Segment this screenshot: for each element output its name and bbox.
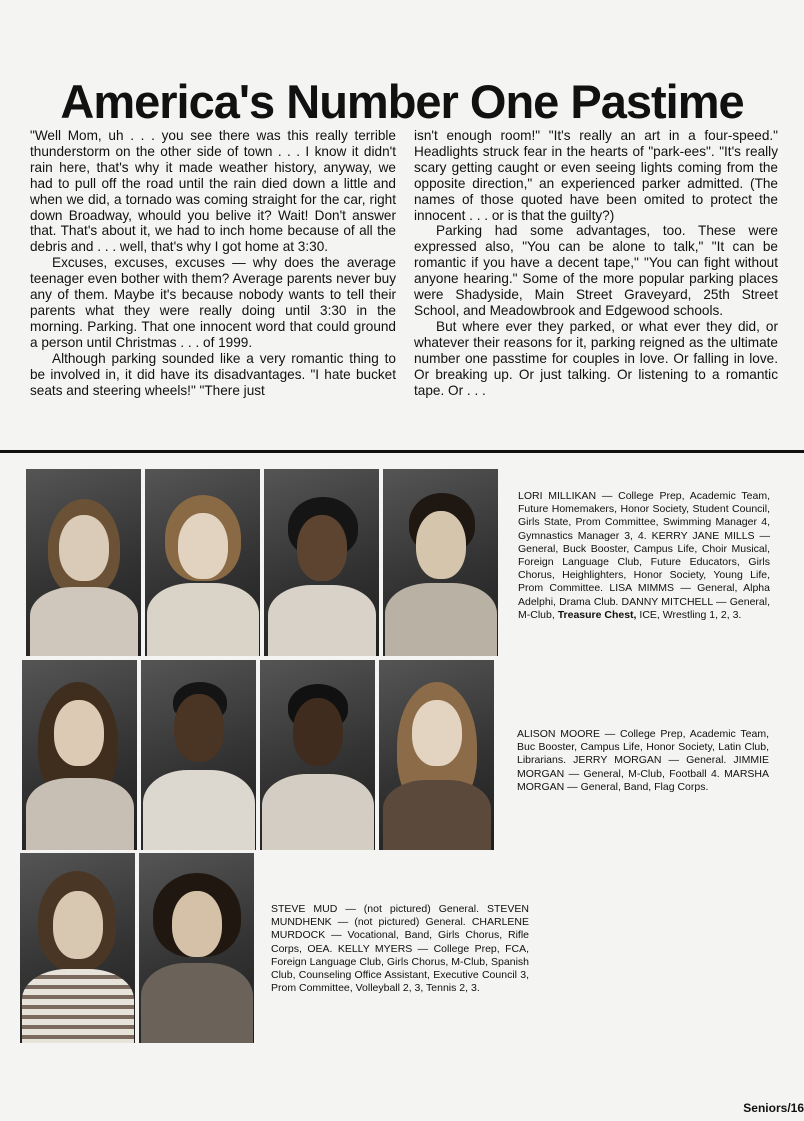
portrait-photo <box>145 469 260 656</box>
caption-text: ICE, Wrestling 1, 2, 3. <box>636 608 742 621</box>
portrait-photo <box>383 469 498 656</box>
story-paragraph: isn't enough room!" "It's really an art in a four-speed." Headlights struck fear in the hearts of "park-ees". "It's really scary getting caught or even seeing lights coming from the opposite direction," an experienced parker admitted. (The names of those quoted have been omited to protect the innocent . . . or is that the guilty?) <box>414 128 778 223</box>
portrait-photo <box>139 853 254 1043</box>
portrait-photo <box>22 660 137 850</box>
senior-caption-group-2: ALISON MOORE — College Prep, Academic Team, Buc Booster, Campus Life, Honor Society, Latin Club, Librarians. JERRY MORGAN — General. JIMMIE MORGAN — General, M-Club, Football 4. MARSHA MORGAN — General, Band, Flag Corps. <box>517 728 769 793</box>
caption-bold-text: Treasure Chest, <box>557 608 637 621</box>
portrait-photo <box>141 660 256 850</box>
story-column-right <box>414 128 778 398</box>
senior-caption-group-1 <box>518 490 770 622</box>
senior-caption-group-3: STEVE MUD — (not pictured) General. STEVEN MUNDHENK — (not pictured) General. CHARLENE MURDOCK — Vocational, Band, Girls Chorus, Rifle Corps, OEA. KELLY MYERS — College Prep, FCA, Foreign Language Club, Girls Chorus, M-Club, Spanish Club, Counseling Office Assistant, Executive Council 3, Prom Committee, Volleyball 2, 3, Tennis 2, 3. <box>271 903 529 995</box>
section-divider <box>0 450 804 453</box>
page-title: America's Number One Pastime <box>60 75 744 128</box>
portrait-photo <box>264 469 379 656</box>
story-paragraph: But where ever they parked, or what ever they did, or whatever their reasons for it, parking reigned as the ultimate number one passtime for couples in love. Or falling in love. Or breaking up. Or just talking. Or listening to a romantic tape. Or . . . <box>414 318 778 398</box>
portrait-photo <box>260 660 375 850</box>
story-column-left <box>30 128 396 398</box>
story-paragraph: Parking had some advantages, too. These were expressed also, "You can be alone to talk," "It can be romantic if you have a decent tape," "You can fight without anyone hearing." Some of the more popular parking places were Shadyside, Main Street Graveyard, 25th Street School, and Meadowbrook and Edgewood schools. <box>414 223 778 318</box>
portrait-photo <box>26 469 141 656</box>
story-paragraph: Excuses, excuses, excuses — why does the average teenager even bother with them? Average parents never buy any of them. Maybe it's because nobody wants to tell their parents what they were really doing until 3:30 in the morning. Parking. That one innocent word that could ground a person until Christmas . . . of 1999. <box>30 255 396 350</box>
page-folio: Seniors/16 <box>743 1101 804 1115</box>
portrait-photo <box>379 660 494 850</box>
story-paragraph: Although parking sounded like a very romantic thing to be involved in, it did have its disadvantages. "I hate bucket seats and steering wheels!" "There just <box>30 350 396 398</box>
story-paragraph: "Well Mom, uh . . . you see there was this really terrible thunderstorm on the other side of town . . . I know it didn't rain here, that's why it made weather history, anyway, we had to pull off the road until the rain died down a little and when we did, a tornado was coming straight for the car, right down Broadway, whould you belive it? Wait! Don't answer that. That's about it, we had to inch home because of all the debris and . . . well, that's why I got home at 3:30. <box>30 128 396 255</box>
caption-text: LORI MILLIKAN — College Prep, Academic Team, Future Homemakers, Honor Society, Student Council, Girls State, Prom Committee, Swimming Manager 4, Gymnastics Manager 3, 4. KERRY JANE MILLS — General, Buck Booster, Campus Life, Choir Musical, Foreign Language Club, Future Educators, Girls Chorus, Heighlighters, Honor Society, Young Life, Prom Committee. LISA MIMMS — General, Alpha Adelphi, Drama Club. DANNY MITCHELL — General, M-Club, <box>518 490 770 621</box>
portrait-photo <box>20 853 135 1043</box>
